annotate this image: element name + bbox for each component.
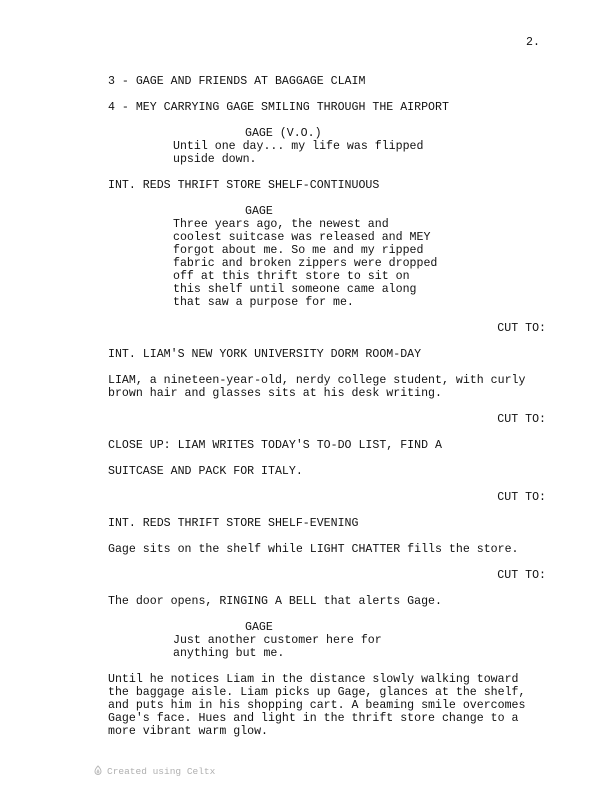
action-line: the baggage aisle. Liam picks up Gage, glances at the shelf, (108, 686, 526, 699)
shot-heading: 4 - MEY CARRYING GAGE SMILING THROUGH THE AIRPORT (108, 101, 449, 114)
dialogue-line: fabric and broken zippers were dropped (173, 257, 438, 270)
dialogue-line: off at this thrift store to sit on (173, 270, 410, 283)
dialogue-line: forgot about me. So me and my ripped (173, 244, 424, 257)
dialogue-line: coolest suitcase was released and MEY (173, 231, 431, 244)
transition: CUT TO: (497, 569, 546, 582)
dialogue-line: that saw a purpose for me. (173, 296, 354, 309)
action-line: brown hair and glasses sits at his desk writing. (108, 387, 442, 400)
action-line: The door opens, RINGING A BELL that alerts Gage. (108, 595, 442, 608)
action-line: Until he notices Liam in the distance slowly walking toward (108, 673, 519, 686)
scene-heading: INT. REDS THRIFT STORE SHELF-EVENING (108, 517, 359, 530)
dialogue-line: Until one day... my life was flipped (173, 140, 424, 153)
footer-text: Created using Celtx (107, 765, 216, 777)
action-line: LIAM, a nineteen-year-old, nerdy college student, with curly (108, 374, 526, 387)
action-line: and puts him in his shopping cart. A beaming smile overcomes (108, 699, 526, 712)
character-name: GAGE (V.O.) (245, 127, 322, 140)
character-name: GAGE (245, 205, 273, 218)
action-line: more vibrant warm glow. (108, 725, 269, 738)
celtx-logo-icon (93, 765, 103, 777)
closeup-line: CLOSE UP: LIAM WRITES TODAY'S TO-DO LIST, FIND A (108, 439, 442, 452)
transition: CUT TO: (497, 322, 546, 335)
dialogue-line: this shelf until someone came along (173, 283, 417, 296)
action-line: Gage's face. Hues and light in the thrift store change to a (108, 712, 519, 725)
page-number: 2. (526, 36, 540, 49)
dialogue-line: anything but me. (173, 647, 285, 660)
action-line: Gage sits on the shelf while LIGHT CHATTER fills the store. (108, 543, 519, 556)
footer (93, 765, 215, 777)
scene-heading: INT. REDS THRIFT STORE SHELF-CONTINUOUS (108, 179, 380, 192)
dialogue-line: Three years ago, the newest and (173, 218, 389, 231)
transition: CUT TO: (497, 491, 546, 504)
shot-heading: 3 - GAGE AND FRIENDS AT BAGGAGE CLAIM (108, 75, 366, 88)
scene-heading: INT. LIAM'S NEW YORK UNIVERSITY DORM ROOM-DAY (108, 348, 422, 361)
character-name: GAGE (245, 621, 273, 634)
transition: CUT TO: (497, 413, 546, 426)
dialogue-line: Just another customer here for (173, 634, 382, 647)
closeup-line: SUITCASE AND PACK FOR ITALY. (108, 465, 303, 478)
dialogue-line: upside down. (173, 153, 257, 166)
